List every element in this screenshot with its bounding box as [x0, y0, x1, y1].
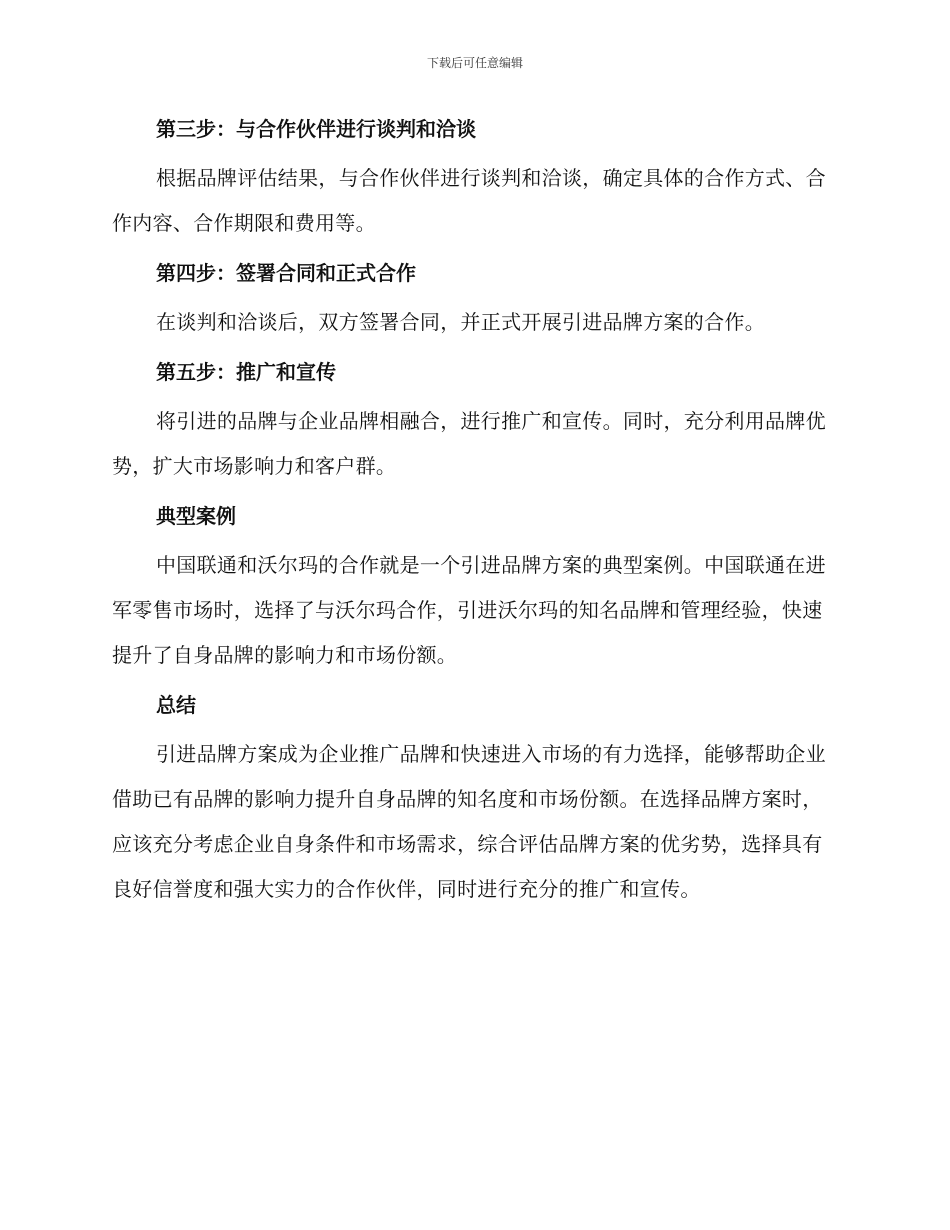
section-heading-summary: 总结 — [156, 693, 196, 717]
section-paragraph-typical-case: 中国联通和沃尔玛的合作就是一个引进品牌方案的典型案例。中国联通在进军零售市场时，选择了与沃尔玛合作，引进沃尔玛的知名品牌和管理经验，快速提升了自身品牌的影响力和市场份额。 — [112, 553, 826, 667]
section-paragraph-step-four: 在谈判和洽谈后，双方签署合同，并正式开展引进品牌方案的合作。 — [156, 310, 765, 334]
section-heading-step-four: 第四步：签署合同和正式合作 — [156, 261, 416, 285]
section-heading-typical-case: 典型案例 — [156, 504, 236, 528]
section-paragraph-step-three: 根据品牌评估结果，与合作伙伴进行谈判和洽谈，确定具体的合作方式、合作内容、合作期限和费用等。 — [112, 166, 826, 235]
section-paragraph-summary: 引进品牌方案成为企业推广品牌和快速进入市场的有力选择，能够帮助企业借助已有品牌的影响力提升自身品牌的知名度和市场份额。在选择品牌方案时，应该充分考虑企业自身条件和市场需求，综合评估品牌方案的优劣势，选择具有良好信誉度和强大实力的合作伙伴，同时进行充分的推广和宣传。 — [112, 742, 826, 901]
section-heading-step-five: 第五步：推广和宣传 — [156, 360, 336, 384]
page-header: 下载后可任意编辑 — [426, 56, 523, 70]
section-paragraph-step-five: 将引进的品牌与企业品牌相融合，进行推广和宣传。同时，充分利用品牌优势，扩大市场影响力和客户群。 — [112, 409, 826, 478]
section-heading-step-three: 第三步：与合作伙伴进行谈判和洽谈 — [156, 117, 476, 141]
document-body — [112, 112, 834, 922]
